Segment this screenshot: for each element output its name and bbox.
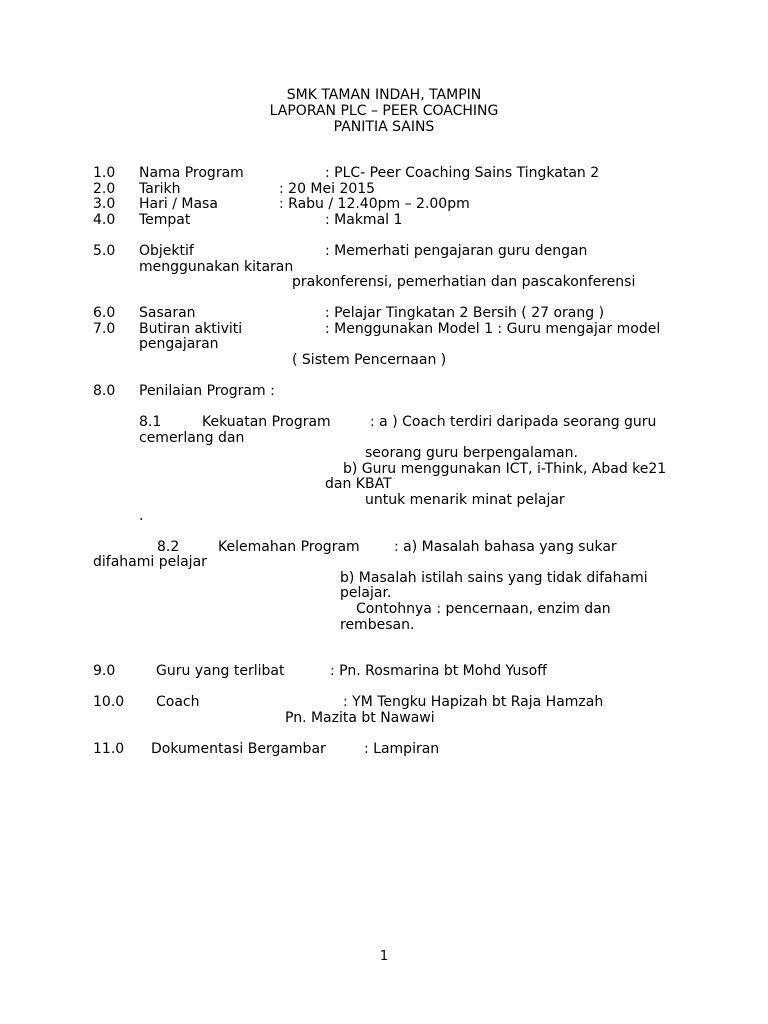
school-name: SMK TAMAN INDAH, TAMPIN [286,87,482,103]
item-2-number: 2.0 [93,181,116,197]
committee-name: PANITIA SAINS [333,119,435,135]
item-7-continuation: ( Sistem Pencernaan ) [292,352,447,368]
item-7-label: Butiran aktiviti [139,321,243,337]
item-9-label: Guru yang terlibat [156,663,285,679]
item-8-1-point-b: untuk menarik minat pelajar [365,492,565,508]
item-2-label: Tarikh [139,181,181,197]
item-8-1-label: Kekuatan Program [202,414,331,430]
item-8-1-continuation: cemerlang dan [139,430,245,446]
item-8-2-point-b: rembesan. [340,617,415,633]
item-8-2-value: : a) Masalah bahasa yang sukar [394,539,617,555]
report-title: LAPORAN PLC – PEER COACHING [269,103,499,119]
item-8-label: Penilaian Program : [139,383,275,399]
item-8-2-point-b: b) Masalah istilah sains yang tidak difahami [340,570,648,586]
item-3-label: Hari / Masa [139,196,218,212]
item-11-value: : Lampiran [364,741,440,757]
item-4-label: Tempat [139,212,191,228]
item-8-1-value: : a ) Coach terdiri daripada seorang guru [370,414,657,430]
item-5-continuation: menggunakan kitaran [139,259,294,275]
item-3-number: 3.0 [93,196,116,212]
item-1-number: 1.0 [93,165,116,181]
item-10-label: Coach [156,694,200,710]
item-10-number: 10.0 [93,694,125,710]
item-8-2-point-b: Contohnya : pencernaan, enzim dan [356,601,611,617]
item-10-value: : YM Tengku Hapizah bt Raja Hamzah [343,694,604,710]
item-7-value: : Menggunakan Model 1 : Guru mengajar model [325,321,661,337]
item-6-label: Sasaran [139,305,196,321]
item-6-value: : Pelajar Tingkatan 2 Bersih ( 27 orang ) [325,305,605,321]
item-8-2-label: Kelemahan Program [218,539,360,555]
item-8-1-point-b: dan KBAT [325,476,392,492]
item-5-label: Objektif [139,243,194,259]
item-5-number: 5.0 [93,243,116,259]
item-8-2-number: 8.2 [157,539,180,555]
item-5-value: : Memerhati pengajaran guru dengan [325,243,588,259]
stray-period: . [139,508,144,524]
item-2-value: : 20 Mei 2015 [279,181,376,197]
item-3-value: : Rabu / 12.40pm – 2.00pm [279,196,470,212]
item-9-value: : Pn. Rosmarina bt Mohd Yusoff [330,663,547,679]
item-4-number: 4.0 [93,212,116,228]
item-8-2-point-b: pelajar. [340,585,392,601]
item-1-label: Nama Program [139,165,244,181]
item-8-2-continuation: difahami pelajar [93,554,207,570]
item-11-label: Dokumentasi Bergambar [151,741,326,757]
item-8-1-number: 8.1 [139,414,162,430]
item-5-continuation: prakonferensi, pemerhatian dan pascakonferensi [292,274,636,290]
item-8-1-point-b: b) Guru menggunakan ICT, i-Think, Abad ke21 [343,461,667,477]
item-9-number: 9.0 [93,663,116,679]
item-7-number: 7.0 [93,321,116,337]
item-6-number: 6.0 [93,305,116,321]
item-4-value: : Makmal 1 [325,212,403,228]
item-8-1-continuation: seorang guru berpengalaman. [365,445,578,461]
page-number: 1 [379,949,389,964]
item-7-continuation: pengajaran [139,336,219,352]
item-10-continuation: Pn. Mazita bt Nawawi [285,710,435,726]
item-11-number: 11.0 [93,741,125,757]
item-8-number: 8.0 [93,383,116,399]
item-1-value: : PLC- Peer Coaching Sains Tingkatan 2 [325,165,600,181]
